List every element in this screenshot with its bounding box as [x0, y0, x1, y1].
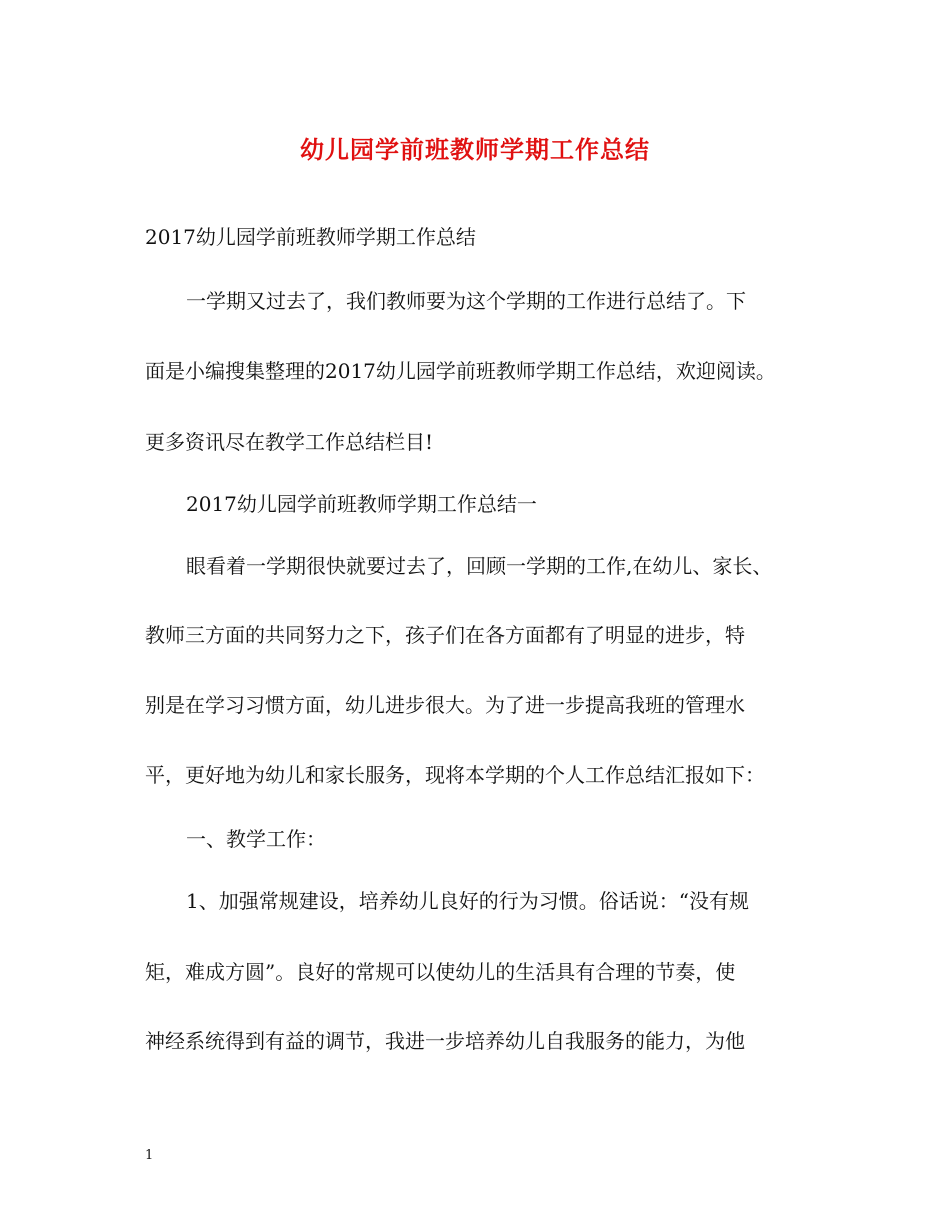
section-heading: 一、教学工作： [186, 827, 326, 851]
paragraph-line: 更多资讯尽在教学工作总结栏目! [145, 430, 434, 454]
paragraph-line: 眼看着一学期很快就要过去了，回顾一学期的工作,在幼儿、家长、 [186, 554, 773, 578]
section-heading: 2017幼儿园学前班教师学期工作总结一 [186, 492, 537, 516]
paragraph-line: 矩，难成方圆”。良好的常规可以使幼儿的生活具有合理的节奏，使 [145, 960, 736, 984]
paragraph-line: 一学期又过去了，我们教师要为这个学期的工作进行总结了。下 [186, 289, 746, 313]
paragraph-line: 别是在学习习惯方面，幼儿进步很大。为了进一步提高我班的管理水 [145, 693, 745, 717]
subtitle-line: 2017幼儿园学前班教师学期工作总结 [145, 225, 476, 249]
paragraph-line: 1、加强常规建设，培养幼儿良好的行为习惯。俗话说：“没有规 [186, 889, 749, 913]
paragraph-line: 平，更好地为幼儿和家长服务，现将本学期的个人工作总结汇报如下： [145, 763, 765, 787]
paragraph-line: 神经系统得到有益的调节，我进一步培养幼儿自我服务的能力，为他 [145, 1029, 745, 1053]
page-number: 1 [145, 1148, 154, 1163]
paragraph-line: 面是小编搜集整理的2017幼儿园学前班教师学期工作总结，欢迎阅读。 [145, 359, 776, 383]
document-title: 幼儿园学前班教师学期工作总结 [300, 135, 650, 164]
paragraph-line: 教师三方面的共同努力之下，孩子们在各方面都有了明显的进步，特 [145, 623, 745, 647]
